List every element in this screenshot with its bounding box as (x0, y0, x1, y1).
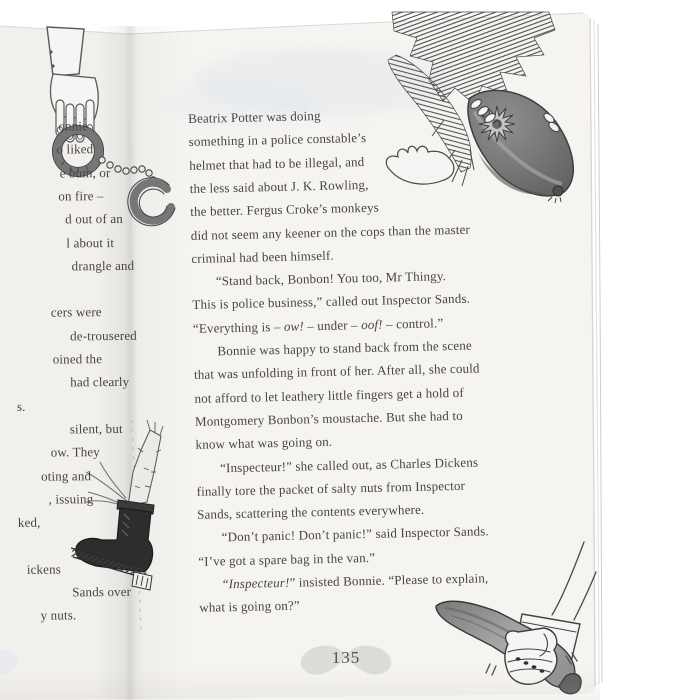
book-text-line (191, 221, 470, 243)
left-page-text-fragment: ickens (26, 561, 61, 577)
left-page-text-fragment: drangle and (71, 257, 135, 274)
left-page-text-fragment: cers were (50, 304, 102, 320)
text-segment: criminal had been himself. (191, 247, 335, 266)
text-segment: Sands, scattering the contents everywhere. (196, 501, 425, 522)
left-page-text-fragment: silent, but (69, 420, 123, 437)
text-segment: the less said about J. K. Rowling, (189, 176, 369, 196)
book-text-line (189, 154, 364, 174)
left-page-text-fragment: onnie (58, 118, 89, 134)
book-text-line (194, 384, 464, 406)
text-segment: finally tore the packet of salty nuts from Inspector (196, 477, 466, 499)
left-page-text-fragment: ow. They (50, 444, 100, 460)
right-page-text (188, 103, 540, 641)
text-segment: something in a police constable’s (188, 130, 367, 150)
italic-text-segment: oof! (360, 316, 383, 332)
text-segment: – control.” (382, 314, 444, 332)
italic-text-segment: Inspecteur! (228, 574, 290, 592)
text-segment: – under – (303, 316, 362, 334)
left-page-text-fragment: de-trousered (70, 327, 137, 344)
book-text-line (199, 598, 300, 616)
left-page-text-fragment: o liked (56, 141, 94, 157)
left-page-text-fragment: , issuing (48, 490, 94, 507)
text-segment: “Don’t panic! Don’t panic!” said Inspector Sands. (221, 523, 489, 545)
book-text-line (223, 570, 489, 592)
book-text-line (195, 408, 463, 430)
book-text-line (193, 315, 444, 337)
text-segment: Montgomery Bonbon’s moustache. But she had to (194, 407, 463, 429)
left-page-text-fragment: y nuts. (40, 607, 77, 623)
book-text-line (220, 454, 478, 476)
left-page-text-fragment: d out of an (65, 211, 123, 227)
page-number: 135 (331, 648, 361, 667)
book-text-line (188, 108, 321, 127)
left-page-text-fragment: on fire – (58, 187, 104, 204)
text-segment: the better. Fergus Croke’s monkeys (190, 199, 380, 220)
text-segment: not afford to let leathery little fingers get a hold of (194, 384, 464, 406)
text-segment: ” insisted Bonnie. “Please to explain, (289, 570, 489, 590)
text-segment: This is police business,” called out Inspector Sands. (192, 291, 471, 313)
text-segment: “Everything is – (192, 318, 285, 336)
text-segment: know what was going on. (195, 434, 333, 453)
book-text-line (189, 130, 367, 150)
left-page-text-fragment: oting and (40, 467, 92, 484)
text-segment: “Stand back, Bonbon! You too, Mr Thingy. (215, 268, 447, 289)
left-page-text-fragment: s. (16, 398, 26, 414)
book-text-line (222, 524, 489, 546)
book-text-line (190, 177, 369, 197)
left-page-text-fragment: Sands over (72, 583, 132, 600)
book-text-line (190, 200, 379, 220)
left-page-text-fragment: oined the (52, 351, 103, 367)
page-number-area (300, 640, 392, 684)
left-page-text-fragment: e bum, or (59, 164, 111, 181)
book-text-line (191, 248, 334, 267)
left-page-text-fragment: had clearly (70, 374, 130, 390)
italic-text-segment: ow! (283, 318, 305, 334)
book-text-line (197, 502, 425, 523)
book-text-line (192, 291, 470, 313)
book-text-line (217, 338, 472, 360)
book-text-line (195, 434, 332, 453)
left-page-text-fragment: l about it (66, 234, 115, 250)
book-text-line (198, 550, 375, 570)
left-page-text-fragment: ked, (17, 514, 41, 530)
text-segment: Beatrix Potter was doing (188, 107, 321, 126)
left-page-text (0, 118, 141, 659)
text-segment: what is going on?” (199, 597, 300, 616)
text-segment: helmet that had to be illegal, and (189, 153, 365, 173)
text-segment: “I’ve got a spare bag in the van.” (198, 549, 376, 569)
text-segment: Bonnie was happy to stand back from the scene (217, 337, 472, 359)
book-text-line (194, 361, 480, 383)
text-segment: “ (222, 576, 229, 592)
text-segment: did not seem any keener on the cops than the master (190, 221, 471, 243)
text-segment: that was unfolding in front of her. After all, she could (193, 360, 480, 383)
book-text-line (196, 478, 465, 500)
text-segment: “Inspecteur!” she called out, as Charles Dickens (219, 454, 479, 475)
book-text-line (216, 268, 447, 289)
